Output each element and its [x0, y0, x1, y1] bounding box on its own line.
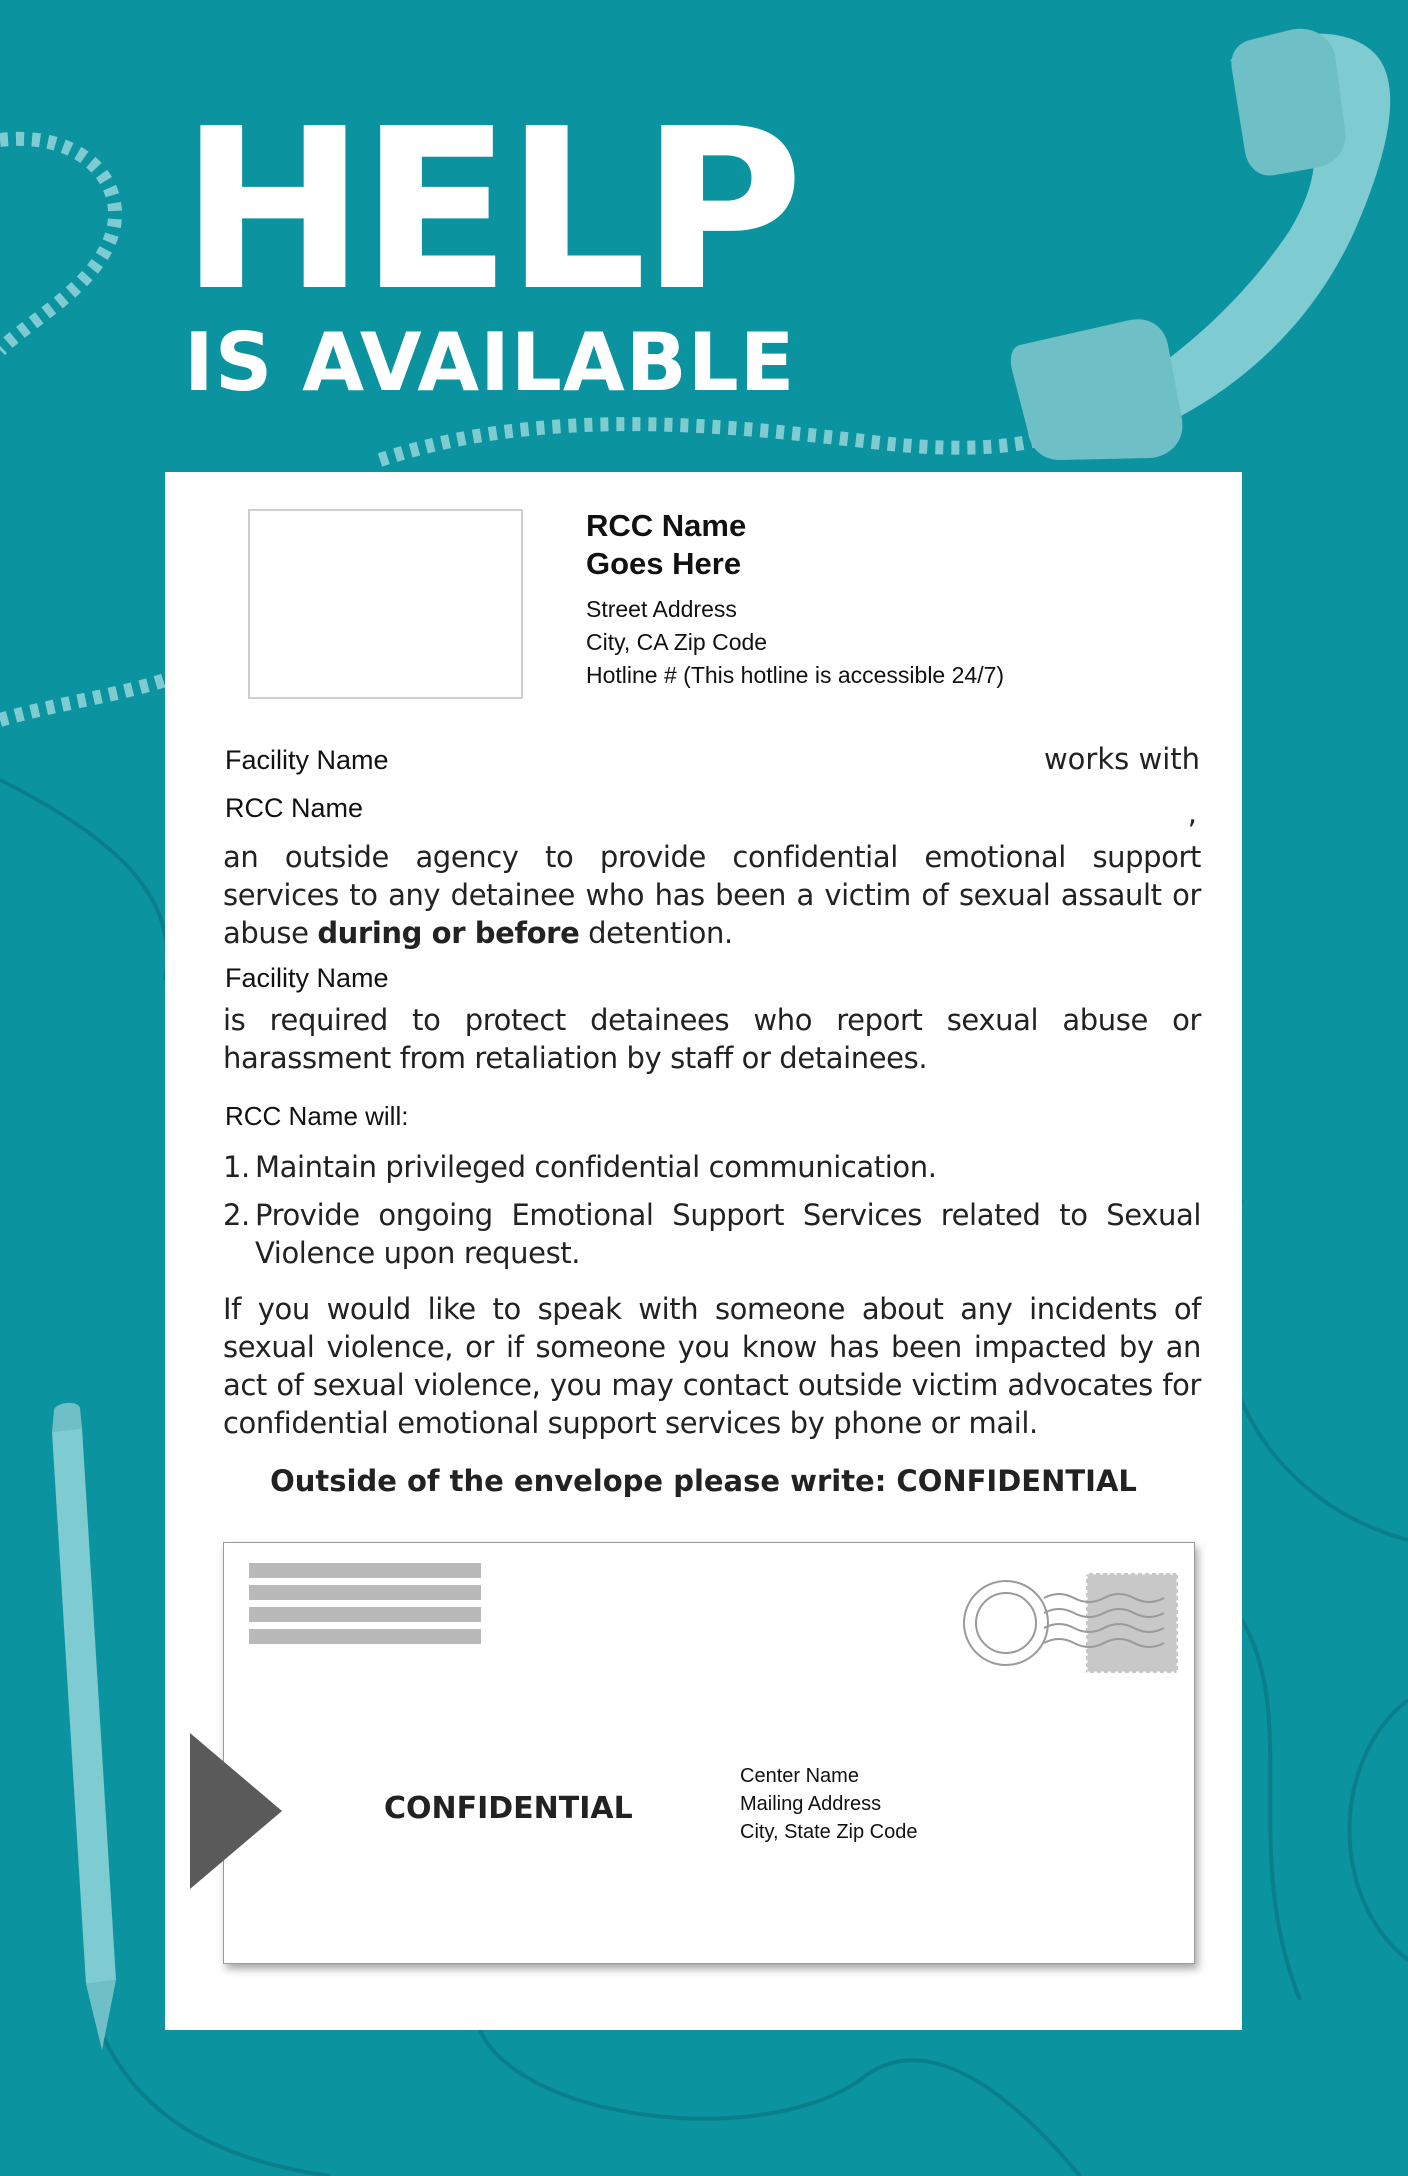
paragraph-agency-pre: an outside agency to provide confidential emotional support services to any detainee who has been a victim of sexual assault or abuse — [223, 840, 1201, 950]
rcc-name-line2: Goes Here — [586, 546, 742, 581]
paragraph-agency-bold: during or before — [317, 916, 580, 950]
info-card — [165, 472, 1242, 2030]
return-address-bar — [249, 1629, 481, 1644]
works-with-text: works with — [1043, 742, 1200, 776]
facility-name-field: Facility Name — [225, 745, 389, 775]
facility-name-field-2: Facility Name — [225, 963, 389, 993]
envelope-city-state-zip: City, State Zip Code — [740, 1821, 918, 1843]
rcc-name-field: RCC Name — [225, 793, 364, 823]
paragraph-agency — [223, 838, 1201, 952]
rcc-hotline: Hotline # (This hotline is accessible 24/7) — [586, 662, 1005, 688]
pencil-icon — [52, 1403, 116, 2050]
rcc-will-label: RCC Name will: — [225, 1101, 409, 1131]
list-item — [223, 1148, 1201, 1186]
services-list — [223, 1148, 1201, 1272]
logo-placeholder — [248, 509, 523, 699]
headline-is-available: IS AVAILABLE — [184, 316, 796, 409]
thin-cord-right — [1221, 1200, 1408, 1540]
thin-cord-left — [0, 780, 167, 980]
list-item-number: 2. — [223, 1198, 250, 1232]
envelope-center-name: Center Name — [740, 1765, 859, 1787]
return-address-bar — [249, 1563, 481, 1578]
thin-cord-right-low — [1242, 1620, 1300, 2000]
arrow-icon — [190, 1733, 282, 1889]
stamp-icon — [1086, 1573, 1178, 1673]
paragraph-retaliation: is required to protect detainees who report sexual abuse or harassment from retaliation by staff or detainees. — [223, 1003, 1201, 1075]
rcc-name-line1: RCC Name — [586, 508, 747, 543]
return-address-bar — [249, 1585, 481, 1600]
comma-text: , — [1187, 796, 1197, 830]
thin-cord-bottom-left — [100, 2030, 330, 2176]
envelope-illustration — [223, 1542, 1195, 1964]
envelope-instruction: Outside of the envelope please write: CONFIDENTIAL — [270, 1464, 1137, 1498]
envelope-confidential-label: CONFIDENTIAL — [384, 1791, 633, 1826]
rcc-name-title — [586, 507, 986, 583]
paragraph-contact: If you would like to speak with someone about any incidents of sexual violence, or if someone you know has been impacted by an act of sexual violence, you may contact outside victim advocates for confidential emotional support services by phone or mail. — [223, 1292, 1201, 1440]
rcc-city: City, CA Zip Code — [586, 629, 768, 655]
rcc-street: Street Address — [586, 596, 737, 622]
telephone-handset-icon — [1011, 29, 1390, 460]
thin-cord-bottom-right — [1350, 1700, 1408, 1960]
return-address-bar — [249, 1607, 481, 1622]
thin-cord-bottom — [480, 2030, 1080, 2176]
list-item — [223, 1196, 1201, 1272]
headline-help: HELP — [180, 82, 798, 340]
paragraph-agency-post: detention. — [579, 916, 733, 950]
postmark-icon — [944, 1568, 1184, 1678]
list-item-text: Maintain privileged confidential communication. — [255, 1150, 937, 1184]
list-item-number: 1. — [223, 1150, 250, 1184]
envelope-mailing-address: Mailing Address — [740, 1793, 882, 1815]
list-item-text: Provide ongoing Emotional Support Services related to Sexual Violence upon request. — [255, 1198, 1201, 1270]
